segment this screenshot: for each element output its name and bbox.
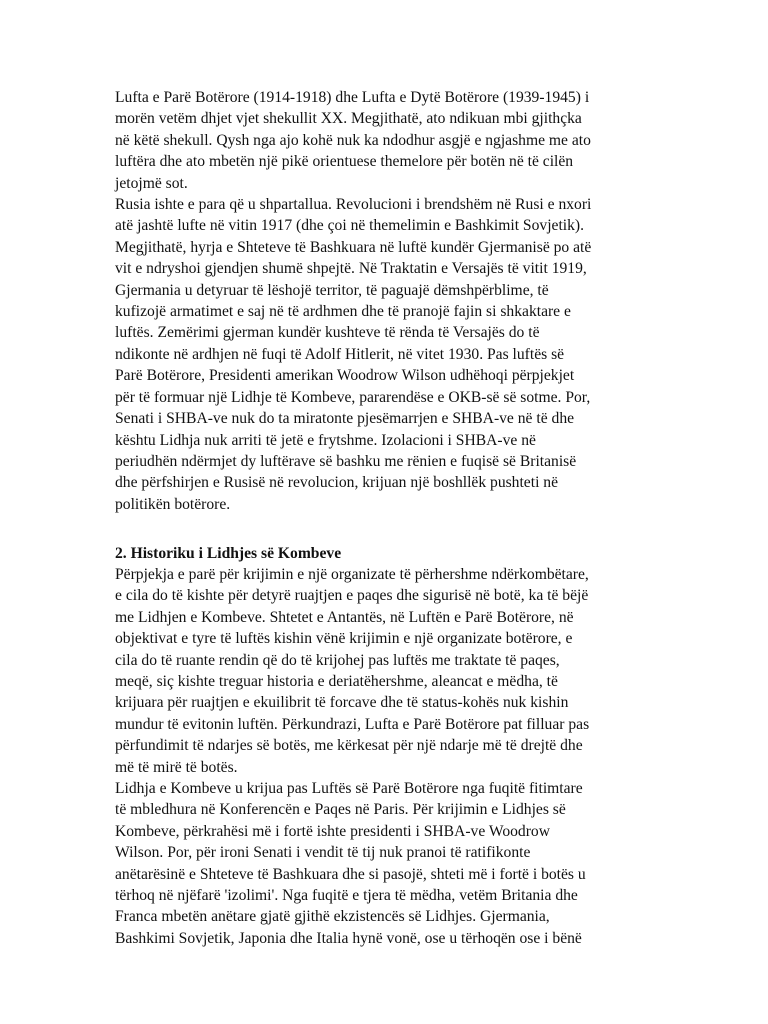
paragraph-intro: Lufta e Parë Botërore (1914-1918) dhe Lufta e Dytë Botërore (1939-1945) i morën vetëm dhjet vjet shekullit XX. Megjithatë, ato ndikuan mbi gjithçka në këtë shekull. Qysh nga ajo kohë nuk ka ndodhur asgjë e ngjashme me ato luftëra dhe ato mbetën një pikë orientuese themelore për botën në të cilën jetojmë sot. (115, 89, 591, 192)
paragraph-russia: Rusia ishte e para që u shpartallua. Revolucioni i brendshëm në Rusi e nxori atë jashtë lufte në vitin 1917 (dhe çoi në themelimin e Bashkimit Sovjetik). Megjithatë, hyrja e Shteteve të Bashkuara në luftë kundër Gjermanisë po atë vit e ndryshoi gjendjen shumë shpejtë. Në Traktatin e Versajës të vitit 1919, Gjermania u detyruar të lëshojë territor, të paguajë dëmshpërblime, të kufizojë armatimet e saj në të ardhmen dhe të pranojë fajin si shkaktare e luftës. Zemërimi gjerman kundër kushteve të rënda të Versajës do të ndikonte në ardhjen në fuqi të Adolf Hitlerit, në vitet 1930. Pas luftës së Parë Botërore, Presidenti amerikan Woodrow Wilson udhëhoqi përpjekjet për të formuar një Lidhje të Kombeve, pararendëse e OKB-së së sotme. Por, Senati i SHBA-ve nuk do ta miratonte pjesëmarrjen e SHBA-ve në të dhe kështu Lidhja nuk arriti të jetë e frytshme. Izolacioni i SHBA-ve në periudhën ndërmjet dy luftërave së bashku me rënien e fuqisë së Britanisë dhe përfshirjen e Rusisë në revolucion, krijuan një boshllëk pushteti në politikën botërore. (115, 196, 592, 513)
paragraph-gap (115, 515, 665, 536)
paragraph-league-creation: Lidhja e Kombeve u krijua pas Luftës së Parë Botërore nga fuqitë fitimtare të mbledhura në Konferencën e Paqes në Paris. Për krijimin e Lidhjes së Kombeve, përkrahësi më i fortë ishte presidenti i SHBA-ve Woodrow Wilson. Por, për ironi Senati i vendit të tij nuk pranoi të ratifikonte anëtarësinë e Shteteve të Bashkuara dhe si pasojë, shteti më i fortë i botës u tërhoq në njëfarë 'izolimi'. Nga fuqitë e tjera të mëdha, vetëm Britania dhe Franca mbetën anëtare gjatë gjithë ekzistencës së Lidhjes. Gjermania, Bashkimi Sovjetik, Japonia dhe Italia hynë vonë, ose u tërhoqën ose i bënë (115, 779, 586, 947)
document-page (115, 87, 665, 949)
paragraph-league-history: Përpjekja e parë për krijimin e një organizate të përhershme ndërkombëtare, e cila do të kishte për detyrë ruajtjen e paqes dhe sigurisë në botë, ka të bëjë me Lidhjen e Kombeve. Shtetet e Antantës, në Luftën e Parë Botërore, në objektivat e tyre të luftës kishin vënë krijimin e një organizate botërore, e cila do të ruante rendin që do të krijohej pas luftës me traktate të paqes, meqë, siç kishte treguar historia e deriatëhershme, aleancat e mëdha, të krijuara për ruajtjen e ekuilibrit të forcave dhe të status-kohës nuk kishin mundur të evitonin luftën. Përkundrazi, Lufta e Parë Botërore pat filluar pas përfundimit të ndarjes së botës, me kërkesat për një ndarje më të drejtë dhe më të mirë të botës. (115, 565, 590, 776)
section-heading: 2. Historiku i Lidhjes së Kombeve (115, 544, 342, 562)
